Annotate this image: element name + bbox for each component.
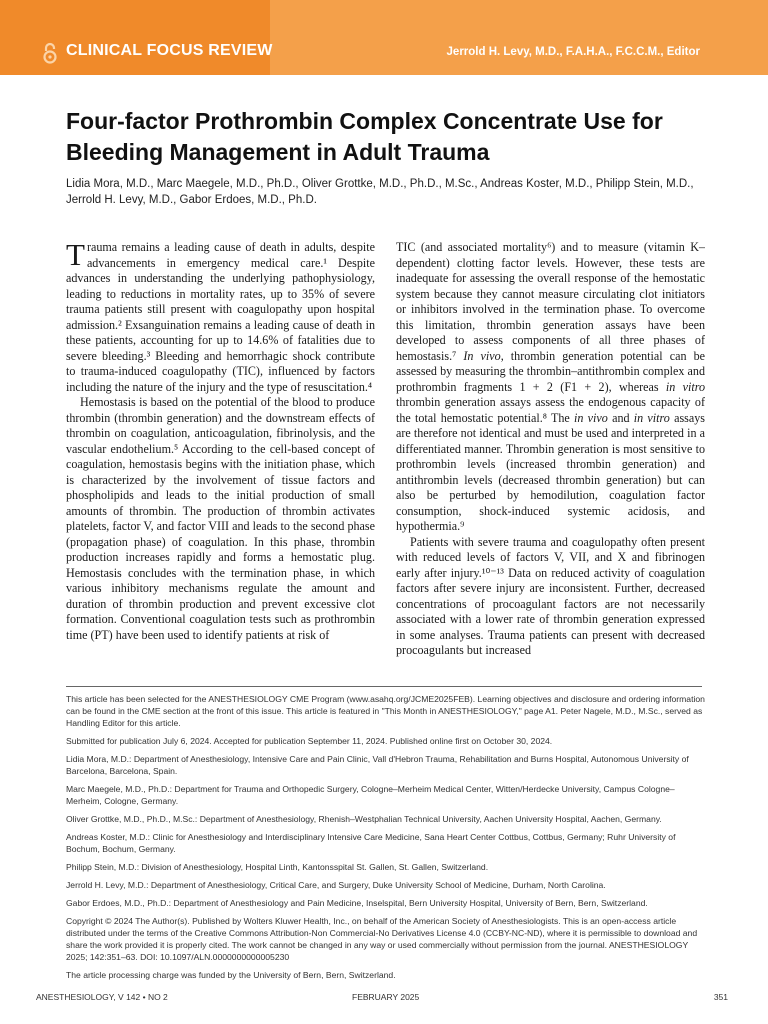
header-banner bbox=[0, 0, 768, 75]
paragraph-intro bbox=[66, 240, 375, 395]
footnote-affiliation: Jerrold H. Levy, M.D.: Department of Anesthesiology, Critical Care, and Surgery, Duke University School of Medicine, Durham, North Carolina. bbox=[66, 880, 606, 890]
italic-run: in vitro bbox=[665, 379, 705, 394]
footnote-affiliation: Andreas Koster, M.D.: Clinic for Anesthesiology and Interdisciplinary Intensive Care Medicine, Sana Heart Center Cottbus, Cottbus, Germany; Ruhr University of Bochum, Bochum, Germany. bbox=[66, 832, 676, 854]
footnote-affiliation: Oliver Grottke, M.D., Ph.D., M.Sc.: Department of Anesthesiology, Rhenish–Westphalian Technical University, Aachen University Hospital, Aachen, Germany. bbox=[66, 814, 662, 824]
footnote-cme: This article has been selected for the ANESTHESIOLOGY CME Program (www.asahq.org/JCME2025FEB). Learning objectives and disclosure and ordering information can be found in the CME section at the front of this issue. This article is featured in "This Month in ANESTHESIOLOGY," page A1. Peter Nagele, M.D., M.Sc., served as Handling Editor for this article. bbox=[66, 694, 705, 728]
banner-right-panel bbox=[270, 0, 768, 75]
open-access-icon bbox=[40, 42, 60, 64]
footnote-affiliation: Lidia Mora, M.D.: Department of Anesthesiology, Intensive Care and Pain Clinic, Vall d'Hebron Trauma, Rehabilitation and Burns Hospital, Autonomous University of Barcelona, Barcelona, Spain. bbox=[66, 754, 689, 776]
footnote-affiliation: Philipp Stein, M.D.: Division of Anesthesiology, Hospital Linth, Kantonsspital St. Gallen, St. Gallen, Switzerland. bbox=[66, 862, 489, 872]
footer-journal: ANESTHESIOLOGY, V 142 • NO 2 bbox=[36, 992, 168, 1002]
paragraph-intro-text: rauma remains a leading cause of death in adults, despite advancements in emergency medical care.¹ Despite advances in understanding the underlying pathophysiology, leading to reductions in mortality rates, up to 35% of severe trauma patients still present with coagulopathy upon hospital admission.² Exsanguination remains a leading cause of death in these patients, accounting for up to 14.6% of fatalities due to severe bleeding.³ Bleeding and hemorrhagic shock contribute to trauma-induced coagulopathy (TIC), influenced by factors including the nature of the injury and the type of resuscitation.⁴ bbox=[66, 240, 375, 394]
body-column-right bbox=[396, 240, 705, 682]
page-number: 351 bbox=[713, 992, 728, 1002]
italic-run: In vivo bbox=[463, 348, 501, 363]
article-title bbox=[66, 106, 706, 168]
italic-run: in vivo bbox=[574, 410, 608, 425]
text-run: assays are therefore not identical and must be used and interpreted in a differentiated manner. Thrombin generation is most sensitive to prothrombin levels (increased thrombin generation) and antithrombin levels (decreased thrombin generation) but can also be perturbed by hemodilution, coagulation factor consumption, shock-induced systemic acidosis, and hypothermia.⁹ bbox=[396, 410, 705, 533]
footnote-affiliation: Gabor Erdoes, M.D., Ph.D.: Department of Anesthesiology and Pain Medicine, Inselspital, Bern University Hospital, University of Bern, Bern, Switzerland. bbox=[66, 898, 648, 908]
italic-run: in vitro bbox=[633, 410, 670, 425]
drop-cap: T bbox=[66, 240, 85, 272]
footnote-funding: The article processing charge was funded by the University of Bern, Bern, Switzerland. bbox=[66, 970, 396, 980]
title-line-1: Four-factor Prothrombin Complex Concentrate Use for bbox=[66, 108, 663, 134]
authors-line-2: Jerrold H. Levy, M.D., Gabor Erdoes, M.D., Ph.D. bbox=[66, 194, 317, 206]
section-label: CLINICAL FOCUS REVIEW bbox=[66, 42, 273, 59]
text-run: , thrombin generation potential can be assessed by measuring the thrombin–antithrombin complex and prothrombin fragments 1 + 2 (F1 + 2), whereas bbox=[396, 348, 705, 394]
paragraph-factors: Patients with severe trauma and coagulopathy often present with reduced levels of factors V, VII, and X and fibrinogen early after injury.¹⁰⁻¹³ Data on reduced activity of coagulation factors after severe injury are inconsistent. Further, decreased concentrations of procoagulant factors are not necessarily associated with a lower rate of thrombin generation expressed in some analyses. Trauma patients can present with decreased procoagulants but increased bbox=[396, 534, 705, 657]
text-run: and bbox=[607, 410, 634, 425]
title-line-2: Bleeding Management in Adult Trauma bbox=[66, 139, 490, 165]
text-run: TIC (and associated mortality⁶) and to measure (vitamin K–dependent) clotting factor levels. However, these tests are inadequate for assessing the overall response of the hemostatic system because they cannot measure circulating clot initiators or inhibitors involved in the termination phase. To overcome this limitation, thrombin generation assays have been developed to assess components of all three phases of hemostasis.⁷ bbox=[396, 240, 705, 363]
footnote-copyright: Copyright © 2024 The Author(s). Published by Wolters Kluwer Health, Inc., on behalf of the American Society of Anesthesiologists. This is an open-access article distributed under the terms of the Creative Commons Attribution-Non Commercial-No Derivatives License 4.0 (CCBY-NC-ND), where it is permissible to download and share the work provided it is properly cited. The work cannot be changed in any way or used commercially without permission from the journal. ANESTHESIOLOGY 2025; 142:351–63. DOI: 10.1097/ALN.0000000000005230 bbox=[66, 916, 698, 962]
footnote-affiliation: Marc Maegele, M.D., Ph.D.: Department for Trauma and Orthopedic Surgery, Cologne–Merheim Medical Center, Witten/Herdecke University, Campus Cologne–Merheim, Cologne, Germany. bbox=[66, 784, 675, 806]
authors-line-1: Lidia Mora, M.D., Marc Maegele, M.D., Ph.D., Oliver Grottke, M.D., Ph.D., M.Sc., Andreas Koster, M.D., Philipp Stein, M.D., bbox=[66, 178, 694, 190]
footnote-divider bbox=[66, 686, 702, 687]
author-list bbox=[66, 176, 706, 208]
paragraph-hemostasis: Hemostasis is based on the potential of the blood to produce thrombin (thrombin generation) and the downstream effects of thrombin on coagulation, anticoagulation, fibrinolysis, and the vascular endothelium.⁵ According to the cell-based concept of coagulation, hemostasis begins with the initiation phase, which is characterized by the involvement of tissue factors and phospholipids and leads to the initial production of small amounts of thrombin. The production of thrombin activates platelets, factor V, and factor VIII and leads to the second phase (propagation phase) of coagulation. In this phase, thrombin production increases rapidly and forms a hemostatic plug. Hemostasis concludes with the termination phase, in which various inhibitory mechanisms regulate the amount and duration of thrombin production and prevent excessive clot formation. Conventional coagulation tests such as prothrombin time (PT) have been used to identify patients at risk of bbox=[66, 395, 375, 642]
paragraph-tic bbox=[396, 240, 705, 535]
text-run: thrombin generation assays assess the endogenous capacity of the total hemostatic potential.⁸ The bbox=[396, 395, 705, 425]
body-column-left bbox=[66, 240, 375, 682]
footnotes bbox=[66, 693, 706, 987]
editor-credit: Jerrold H. Levy, M.D., F.A.H.A., F.C.C.M., Editor bbox=[446, 46, 700, 58]
footer-date: FEBRUARY 2025 bbox=[352, 992, 420, 1002]
footnote-dates: Submitted for publication July 6, 2024. Accepted for publication September 11, 2024. Published online first on October 30, 2024. bbox=[66, 736, 553, 746]
